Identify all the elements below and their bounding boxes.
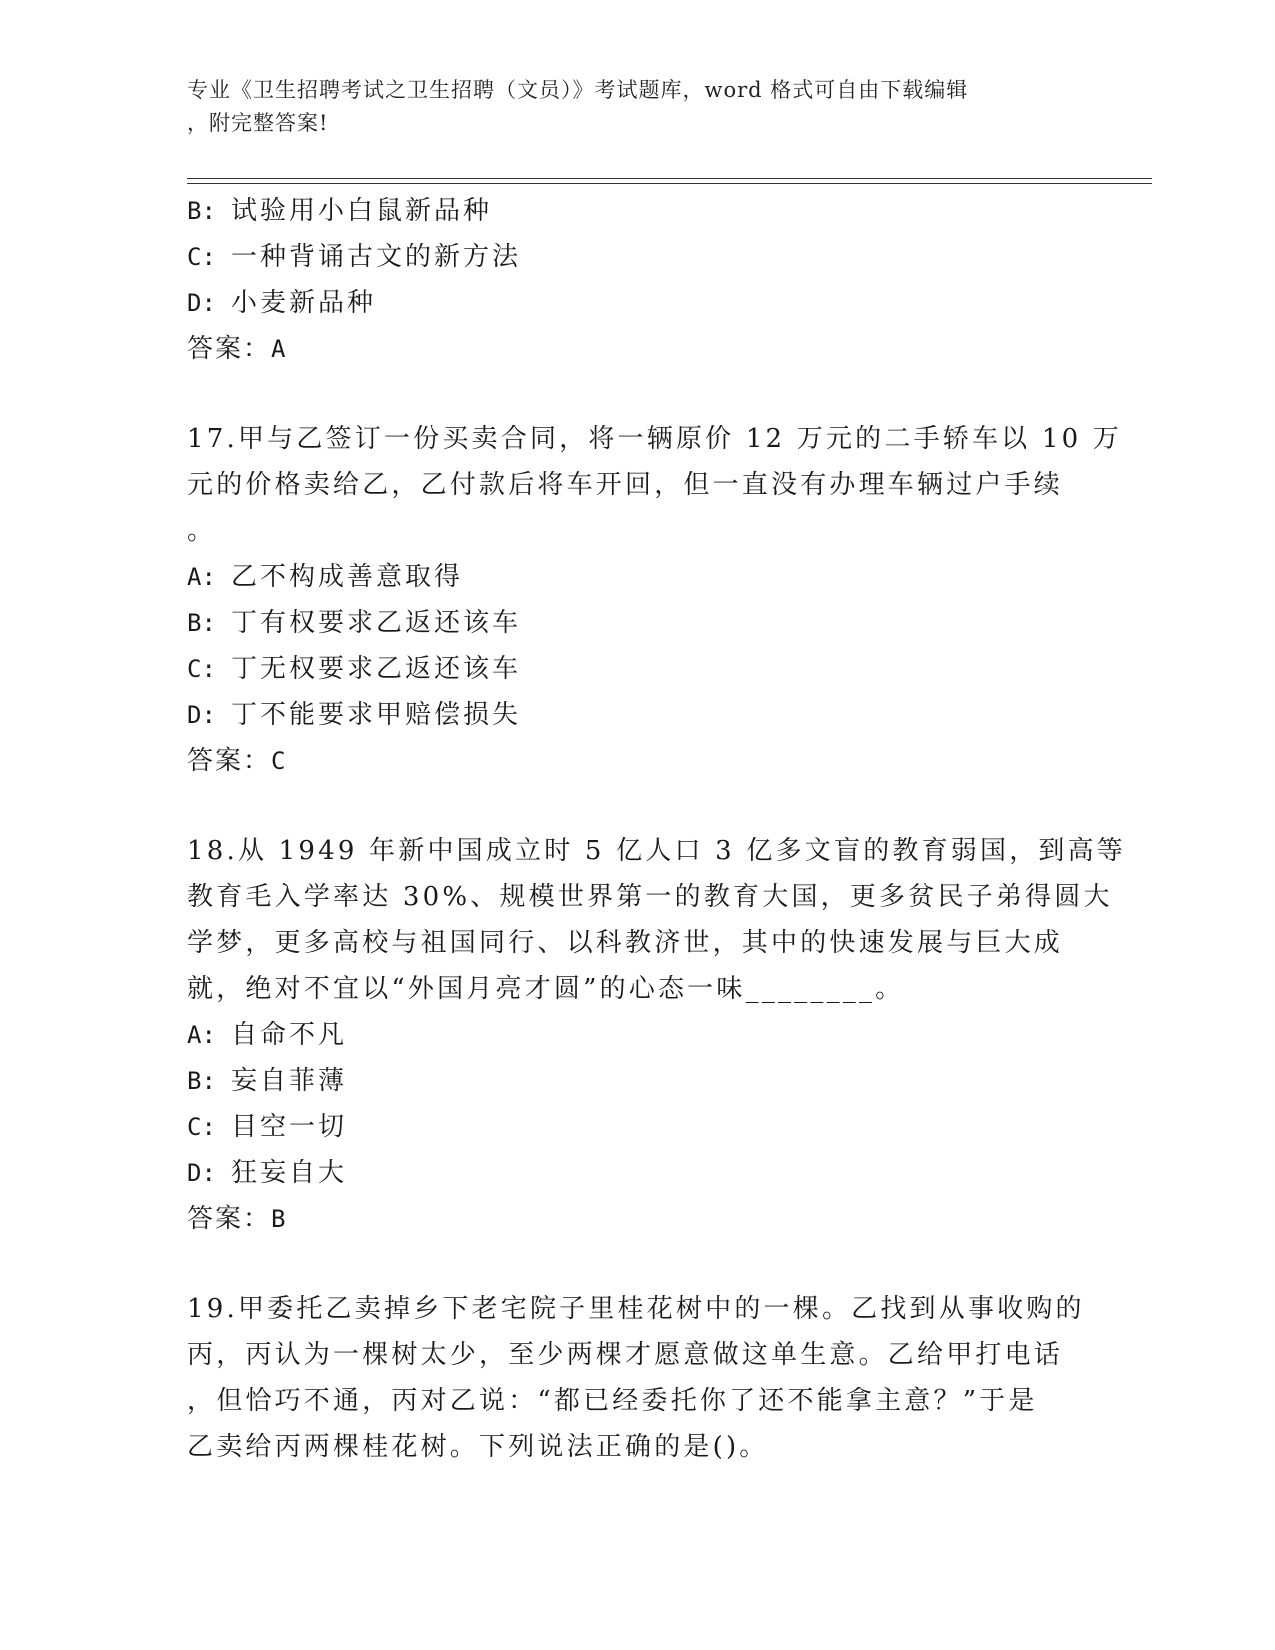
- option-text: 丁不能要求甲赔偿损失: [231, 700, 522, 730]
- option-text: 自命不凡: [231, 1020, 348, 1050]
- option-letter: A:: [187, 563, 216, 591]
- option-text: 乙不构成善意取得: [231, 562, 464, 592]
- document-header: [187, 74, 1087, 140]
- question-17: [187, 416, 1122, 784]
- header-divider-bottom: [187, 183, 1152, 184]
- option-text: 狂妄自大: [231, 1158, 348, 1188]
- answer-value: A: [271, 335, 288, 363]
- option-row: [187, 646, 1087, 692]
- answer-value: C: [271, 747, 288, 775]
- option-row: [187, 234, 1087, 280]
- question-18: [187, 828, 1126, 1242]
- question-line: 19.甲委托乙卖掉乡下老宅院子里桂花树中的一棵。乙找到从事收购的: [187, 1294, 1085, 1324]
- option-text: 丁有权要求乙返还该车: [231, 608, 522, 638]
- question-text: [187, 416, 1122, 554]
- spacer: [187, 1242, 1087, 1286]
- option-letter: D:: [187, 701, 216, 729]
- question-line: 学梦，更多高校与祖国同行、以科教济世，其中的快速发展与巨大成: [187, 928, 1064, 958]
- header-line-1: 专业《卫生招聘考试之卫生招聘（文员）》考试题库，word 格式可自由下载编辑: [187, 78, 969, 102]
- question-16-options: [187, 188, 1087, 372]
- question-text: [187, 828, 1126, 1012]
- option-text: 目空一切: [231, 1112, 348, 1142]
- question-content: [187, 188, 1126, 1470]
- option-letter: B:: [187, 1067, 216, 1095]
- option-row: [187, 1104, 1087, 1150]
- option-text: 小麦新品种: [231, 288, 377, 318]
- option-letter: C:: [187, 1113, 216, 1141]
- answer-row: [187, 326, 1087, 372]
- answer-row: [187, 738, 1087, 784]
- option-row: [187, 1058, 1087, 1104]
- spacer: [187, 372, 1087, 416]
- option-row: [187, 1012, 1087, 1058]
- header-line-2: ，附完整答案!: [187, 111, 329, 135]
- option-text: 试验用小白鼠新品种: [231, 196, 493, 226]
- option-letter: B:: [187, 197, 216, 225]
- answer-row: [187, 1196, 1087, 1242]
- question-line: 教育毛入学率达 30%、规模世界第一的教育大国，更多贫民子弟得圆大: [187, 882, 1113, 912]
- question-line: 丙，丙认为一棵树太少，至少两棵才愿意做这单生意。乙给甲打电话: [187, 1340, 1064, 1370]
- option-row: [187, 280, 1087, 326]
- answer-value: B: [271, 1205, 288, 1233]
- spacer: [187, 784, 1087, 828]
- option-text: 一种背诵古文的新方法: [231, 242, 522, 272]
- question-text: [187, 1286, 1087, 1470]
- question-line: 17.甲与乙签订一份买卖合同，将一辆原价 12 万元的二手轿车以 10 万: [187, 424, 1122, 454]
- option-row: [187, 692, 1087, 738]
- question-line: 18.从 1949 年新中国成立时 5 亿人口 3 亿多文盲的教育弱国，到高等: [187, 836, 1126, 866]
- option-row: [187, 1150, 1087, 1196]
- header-divider-top: [187, 178, 1152, 179]
- answer-label: 答案：: [187, 334, 272, 364]
- question-19: [187, 1286, 1087, 1470]
- answer-label: 答案：: [187, 746, 272, 776]
- question-line: 就，绝对不宜以“外国月亮才圆”的心态一味________。: [187, 974, 905, 1004]
- option-letter: C:: [187, 655, 216, 683]
- option-text: 丁无权要求乙返还该车: [231, 654, 522, 684]
- option-row: [187, 188, 1087, 234]
- option-letter: C:: [187, 243, 216, 271]
- question-line: 乙卖给丙两棵桂花树。下列说法正确的是()。: [187, 1432, 769, 1462]
- option-text: 妄自菲薄: [231, 1066, 348, 1096]
- answer-label: 答案：: [187, 1204, 272, 1234]
- option-letter: D:: [187, 289, 216, 317]
- option-row: [187, 554, 1087, 600]
- option-row: [187, 600, 1087, 646]
- question-line: 。: [187, 516, 217, 546]
- option-letter: B:: [187, 609, 216, 637]
- option-letter: D:: [187, 1159, 216, 1187]
- option-letter: A:: [187, 1021, 216, 1049]
- question-line: 元的价格卖给乙，乙付款后将车开回，但一直没有办理车辆过户手续: [187, 470, 1064, 500]
- question-line: ，但恰巧不通，丙对乙说：“都已经委托你了还不能拿主意？”于是: [187, 1386, 1038, 1416]
